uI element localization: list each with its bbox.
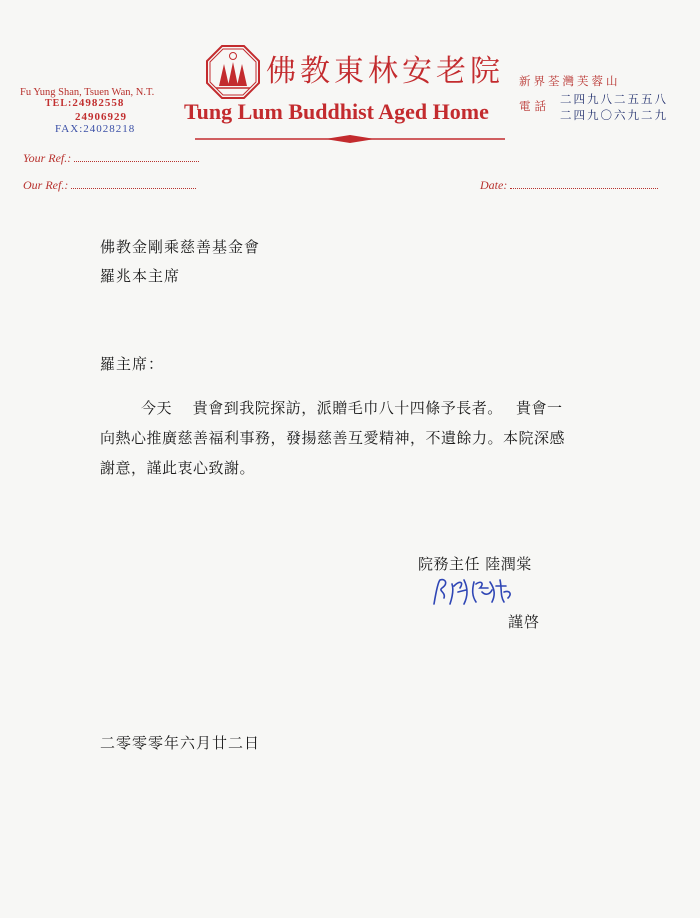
our-ref-label: Our Ref.: bbox=[23, 178, 69, 192]
sender-title: 院務主任 陸潤棠 bbox=[418, 555, 532, 573]
fax-number: 24028218 bbox=[83, 123, 136, 135]
phone-fax-block bbox=[45, 97, 135, 136]
letterhead-ornament bbox=[195, 134, 505, 144]
tel-numbers-zh bbox=[560, 91, 668, 123]
your-ref-label: Your Ref.: bbox=[23, 151, 72, 165]
date-line bbox=[510, 179, 658, 189]
body-line-1: 今天 貴會到我院探訪，派贈毛巾八十四條予長者。 貴會一 bbox=[141, 399, 563, 417]
organization-name-en: Tung Lum Buddhist Aged Home bbox=[184, 99, 489, 124]
organization-logo bbox=[205, 44, 261, 100]
your-ref-row bbox=[23, 151, 199, 166]
tel-number-1: 24982558 bbox=[72, 97, 125, 109]
tel-zh-2: 二四九〇六九二九 bbox=[560, 108, 668, 122]
address-zh: 新界荃灣芙蓉山 bbox=[519, 74, 621, 88]
letter-date: 二零零零年六月廿二日 bbox=[100, 734, 261, 752]
salutation: 羅主席： bbox=[100, 355, 165, 373]
tel-label: TEL: bbox=[45, 98, 73, 109]
tel-row-2 bbox=[45, 111, 135, 124]
our-ref-row bbox=[23, 178, 196, 193]
our-ref-line bbox=[71, 179, 196, 189]
fax-row bbox=[45, 123, 135, 136]
tel-number-2: 24906929 bbox=[75, 110, 127, 123]
recipient-name: 羅兆本主席 bbox=[100, 267, 181, 285]
your-ref-line bbox=[74, 152, 199, 162]
tel-row-1 bbox=[45, 97, 135, 111]
fax-label: FAX: bbox=[55, 123, 84, 135]
tel-label-zh: 電話 bbox=[519, 99, 550, 113]
closing: 謹啓 bbox=[508, 613, 541, 631]
organization-name-zh: 佛教東林安老院 bbox=[266, 54, 504, 89]
recipient-organization: 佛教金剛乘慈善基金會 bbox=[100, 238, 261, 256]
handwritten-signature bbox=[430, 574, 530, 608]
body-line-2: 向熱心推廣慈善福利事務，發揚慈善互愛精神，不遺餘力。本院深感 bbox=[100, 429, 566, 447]
address-en: Fu Yung Shan, Tsuen Wan, N.T. bbox=[20, 87, 155, 98]
date-label: Date: bbox=[480, 178, 508, 192]
date-row bbox=[480, 178, 658, 193]
tel-zh-1: 二四九八二五五八 bbox=[560, 92, 668, 106]
body-line-3: 謝意，謹此衷心致謝。 bbox=[100, 459, 256, 477]
